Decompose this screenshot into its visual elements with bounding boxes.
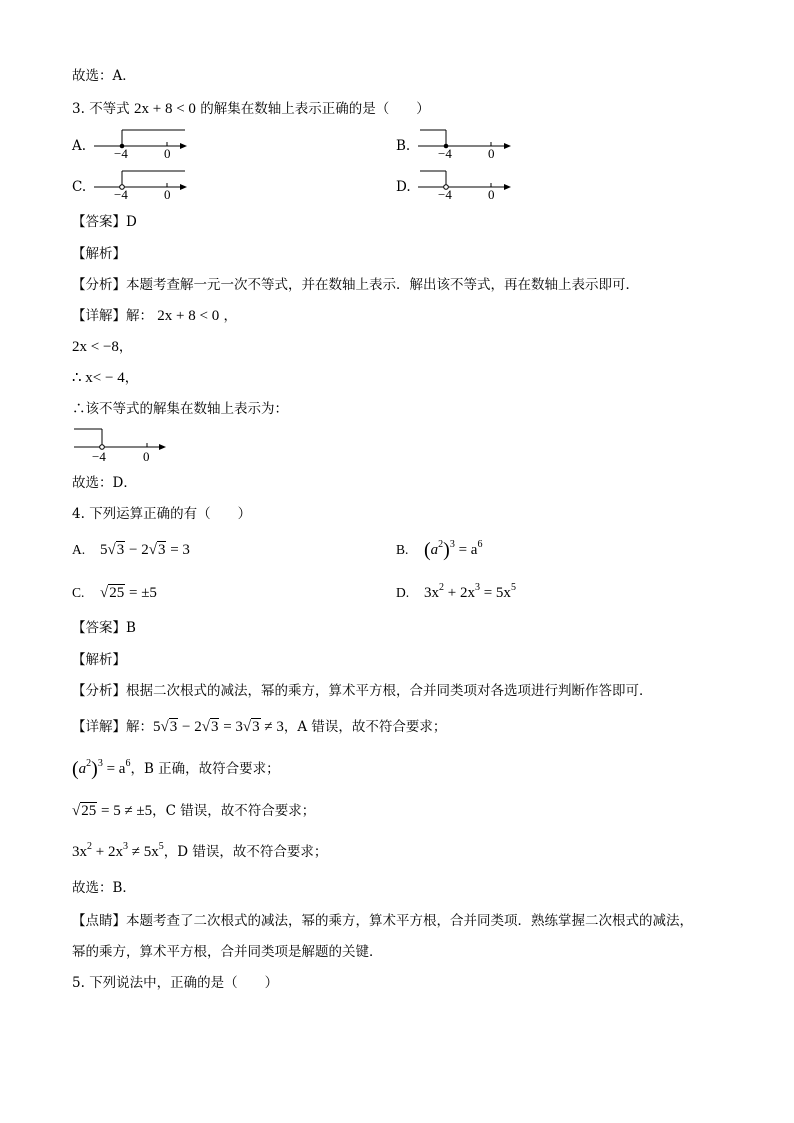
- q4-comment-line-2: 幂的乘方，算术平方根，合并同类项是解题的关键．: [72, 944, 383, 960]
- q4-detail-3: [72, 802, 315, 820]
- q3-step1: [72, 338, 132, 356]
- q4-option-d-label: D.: [396, 585, 410, 600]
- q5-stem: [72, 974, 278, 992]
- q4-option-d: [396, 584, 516, 602]
- q4-stem-text: 下列运算正确的有（ ）: [89, 506, 252, 522]
- q3-step2: [72, 369, 138, 387]
- q3-solution-numberline: [72, 423, 172, 463]
- q4-jiexi-heading: 【解析】: [72, 652, 126, 668]
- q3-detail-prefix: 【详解】解：: [72, 308, 153, 324]
- q3-detail-suffix: ，: [223, 308, 238, 324]
- q4-detail-prefix: 【详解】解：: [72, 719, 153, 735]
- q5-number: 5.: [72, 975, 85, 991]
- q4-detail-2-math: $(a^2)^3 = a^6$: [72, 758, 131, 780]
- q3-stem-math: 2x + 8 < 0: [133, 101, 196, 117]
- q4-detail-4-text: ，D 错误，故不符合要求；: [163, 844, 328, 860]
- q3-option-b-numberline: [414, 124, 514, 158]
- q4-option-b-label: B.: [396, 542, 409, 557]
- q4-detail-1: [72, 718, 446, 736]
- q3-option-c-label: C.: [72, 179, 87, 195]
- q5-stem-text: 下列说法中，正确的是（ ）: [89, 975, 279, 991]
- q4-option-a: [72, 541, 190, 559]
- q4-detail-4-math: $3x^2 + 2x^3 \ne 5x^5$: [72, 841, 164, 860]
- q4-detail-2: [72, 760, 280, 778]
- q3-step3: ∴该不等式的解集在数轴上表示为：: [72, 401, 288, 417]
- q3-option-d-numberline: [414, 165, 514, 199]
- q3-option-c-numberline: [90, 165, 190, 199]
- q2-conclusion: 故选：A．: [72, 68, 136, 84]
- q4-answer: 【答案】B: [72, 620, 136, 636]
- q4-detail-3-math: √25 = 5 ≠ ±5: [72, 803, 153, 819]
- tick-label-zero: 0: [164, 187, 171, 199]
- q4-option-b: [396, 541, 482, 559]
- q4-option-d-math: $3x^2 + 2x^3 = 5x^5$: [424, 582, 516, 601]
- q3-stem-text-a: 不等式: [89, 101, 130, 117]
- q3-option-b-label: B.: [396, 138, 411, 154]
- q4-option-c-math: √25 = ±5: [100, 585, 157, 601]
- q3-stem: [72, 100, 430, 118]
- tick-label-minus4: −4: [114, 146, 128, 158]
- tick-label-minus4: −4: [114, 187, 128, 199]
- q4-option-a-math: 5√3 − 2√3 = 3: [100, 542, 190, 558]
- q4-detail-1-text: ，A 错误，故不符合要求；: [283, 719, 447, 735]
- q4-option-b-math: $(a^2)^3 = a^6$: [424, 539, 483, 561]
- tick-label-zero: 0: [143, 449, 150, 463]
- q4-detail-2-text: ，B 正确，故符合要求；: [130, 761, 280, 777]
- q4-comment-line-1: 【点睛】本题考查了二次根式的减法，幂的乘方，算术平方根，合并同类项．熟练掌握二次根式的减法，: [72, 913, 693, 929]
- q4-detail-3-text: ，C 错误，故不符合要求；: [152, 803, 316, 819]
- q3-answer: 【答案】D: [72, 214, 137, 230]
- q3-conclusion: 故选：D．: [72, 475, 137, 491]
- tick-label-minus4: −4: [438, 187, 452, 199]
- q4-detail-4: [72, 843, 327, 861]
- q3-number: 3.: [72, 101, 85, 117]
- tick-label-zero: 0: [488, 187, 495, 199]
- q4-option-c: [72, 584, 157, 602]
- q3-step2-math: ∴ x< − 4: [72, 370, 125, 386]
- tick-label-minus4: −4: [92, 449, 106, 463]
- q3-detail-math: 2x + 8 < 0: [157, 308, 220, 324]
- q4-detail-1-math: 5√3 − 2√3 = 3√3 ≠ 3: [153, 719, 284, 735]
- q4-option-c-label: C.: [72, 585, 85, 600]
- q4-analysis: 【分析】根据二次根式的减法，幂的乘方，算术平方根，合并同类项对各选项进行判断作答即可．: [72, 683, 653, 699]
- q3-jiexi-heading: 【解析】: [72, 246, 126, 262]
- q4-conclusion: 故选：B．: [72, 880, 136, 896]
- q3-detail: [72, 307, 237, 325]
- q4-stem: [72, 505, 251, 523]
- q3-option-d-label: D.: [396, 179, 411, 195]
- tick-label-zero: 0: [164, 146, 171, 158]
- q3-step2-end: ，: [124, 370, 139, 386]
- q3-step1-math: 2x < −8: [72, 339, 119, 355]
- q4-option-a-label: A.: [72, 542, 86, 557]
- tick-label-zero: 0: [488, 146, 495, 158]
- q4-number: 4.: [72, 506, 85, 522]
- tick-label-minus4: −4: [438, 146, 452, 158]
- q3-option-a-label: A.: [72, 138, 87, 154]
- q3-analysis: 【分析】本题考查解一元一次不等式，并在数轴上表示．解出该不等式，再在数轴上表示即可．: [72, 277, 639, 293]
- q3-step1-end: ，: [118, 339, 133, 355]
- q3-stem-text-b: 的解集在数轴上表示正确的是（ ）: [200, 101, 430, 117]
- q3-option-a-numberline: [90, 124, 190, 158]
